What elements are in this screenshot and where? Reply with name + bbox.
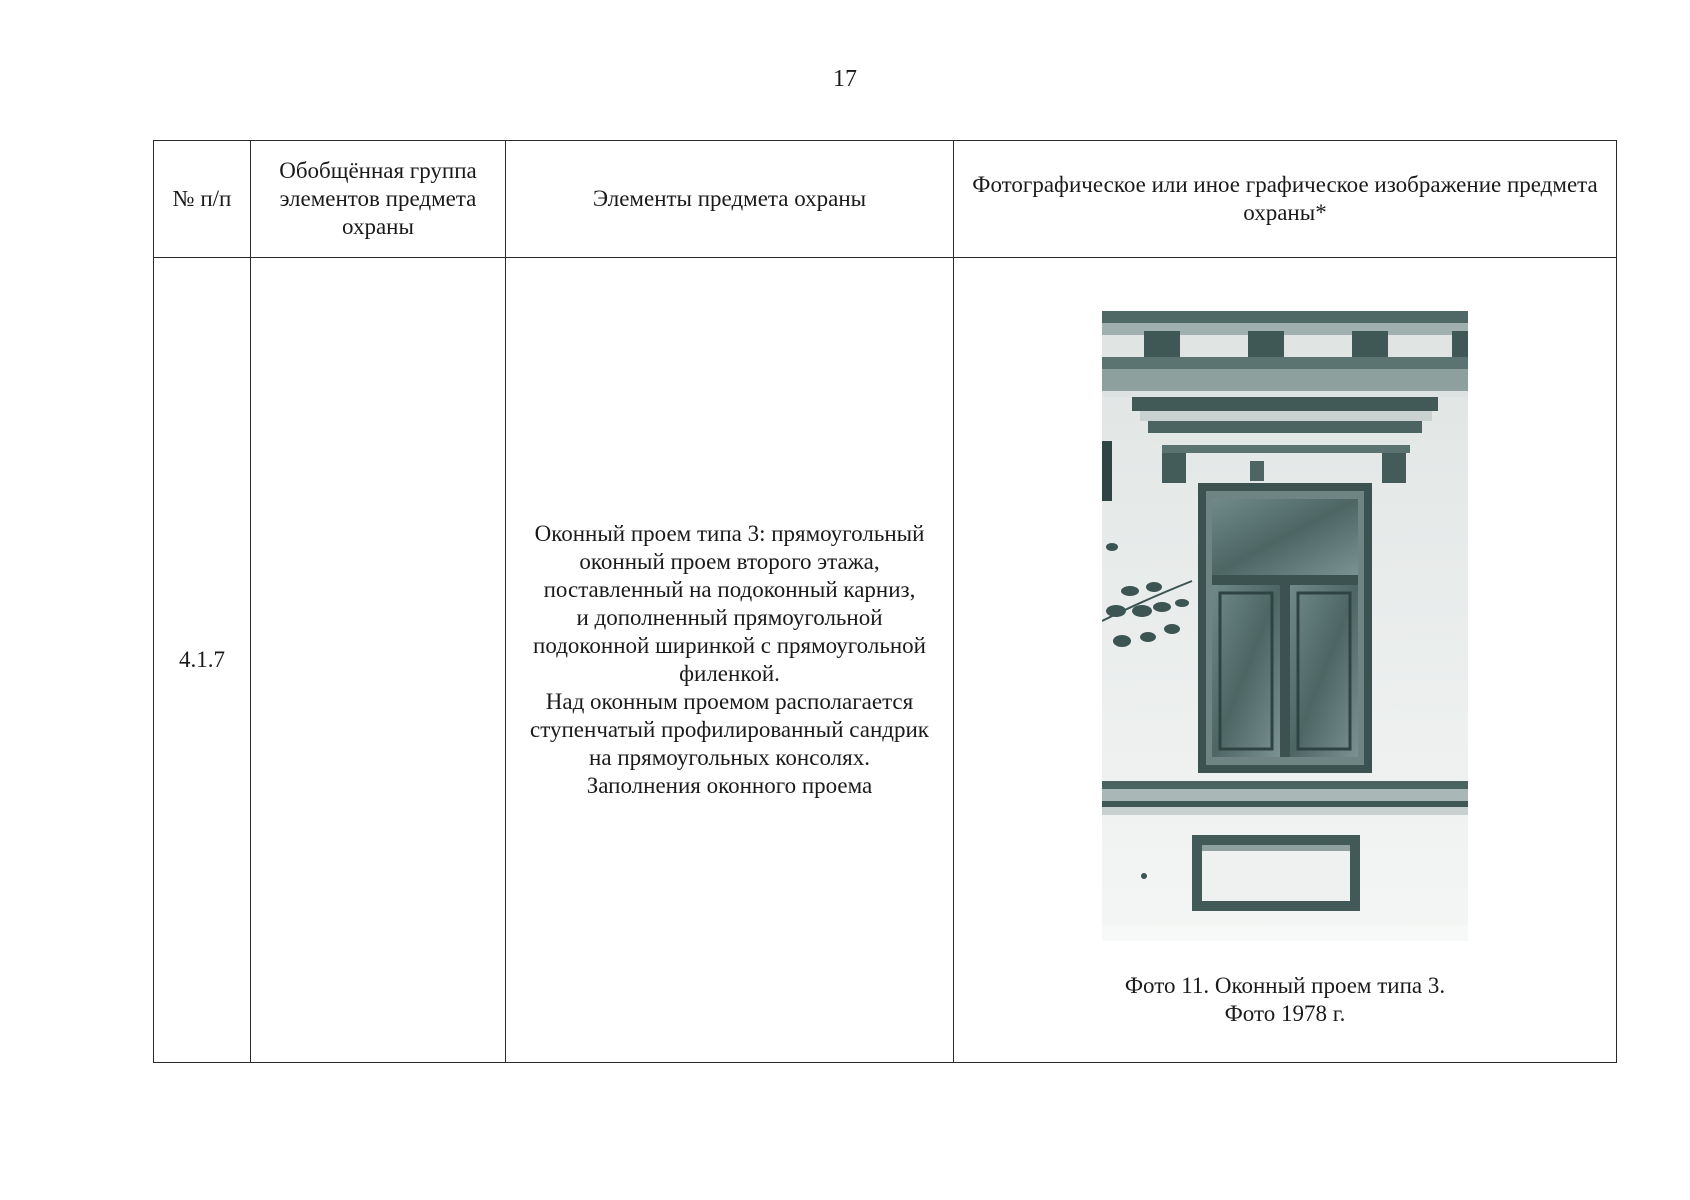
row-description: Оконный проем типа 3: прямоугольный оконный проем второго этажа, поставленный на подоконный карниз, и дополненный прямоугольной подоконной ширинкой с прямоугольной филенкой. Над оконным проемом располагается ступенчатый профилированный сандрик на прямоугольных консолях. Заполнения оконного проема xyxy=(530,521,929,798)
page-number: 17 xyxy=(833,66,857,92)
header-elements: Элементы предмета охраны xyxy=(506,141,954,258)
table-row xyxy=(154,258,1617,1063)
caption-line-1: Фото 11. Оконный проем типа 3. xyxy=(1124,973,1446,998)
header-number: № п/п xyxy=(154,141,251,258)
row-group xyxy=(251,258,506,1063)
photo-caption xyxy=(954,972,1616,1028)
header-group: Обобщённая группа элементов предмета охраны xyxy=(251,141,506,258)
window-photo xyxy=(1102,311,1468,941)
protection-elements-table xyxy=(153,140,1617,1063)
row-description-cell xyxy=(506,258,954,1063)
table-header-row xyxy=(154,141,1617,258)
row-image-cell xyxy=(954,258,1617,1063)
caption-line-2: Фото 1978 г. xyxy=(1224,1001,1346,1026)
row-number: 4.1.7 xyxy=(154,258,251,1063)
header-image: Фотографическое или иное графическое изображение предмета охраны* xyxy=(954,141,1617,258)
